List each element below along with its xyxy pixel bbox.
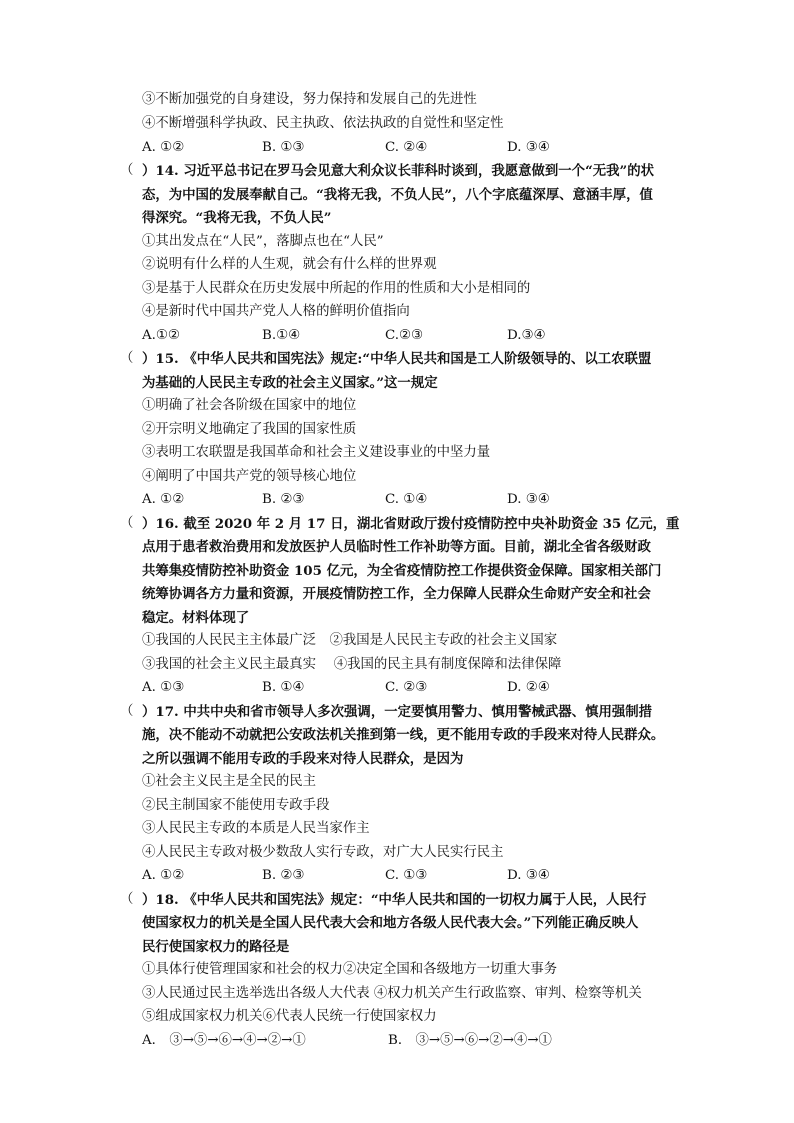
q14-option-2: ②说明有什么样的人生观，就会有什么样的世界观 <box>142 257 437 272</box>
q18-options-line-3: ⑤组成国家权力机关⑥代表人民统一行使国家权力 <box>142 1009 437 1024</box>
q15-stem-line-2: 为基础的人民民主专政的社会主义国家。”这一规定 <box>142 375 438 391</box>
q15-option-4: ④阐明了中国共产党的领导核心地位 <box>142 469 357 484</box>
q15-choice-a: A. ①② <box>142 492 185 507</box>
q15-option-3: ③表明工农联盟是我国革命和社会主义建设事业的中坚力量 <box>142 445 491 460</box>
q14-option-1: ①其出发点在“人民”，落脚点也在“人民” <box>142 234 384 249</box>
q13-choice-a: A. ①② <box>142 140 185 155</box>
q14-choice-a: A.①② <box>142 328 180 343</box>
q16-answer-paren: （ <box>120 516 134 531</box>
q17-choice-c: C. ①③ <box>385 868 428 883</box>
q16-choice-a: A. ①③ <box>142 680 185 695</box>
q13-choice-d: D. ③④ <box>507 140 550 155</box>
q18-stem-line-2: 使国家权力的机关是全国人民代表大会和地方各级人民代表大会。”下列能正确反映人 <box>142 915 639 931</box>
q15-answer-paren: （ <box>120 351 134 366</box>
q18-stem-line-3: 民行使国家权力的路径是 <box>142 939 290 955</box>
q14-choice-c: C.②③ <box>385 328 424 343</box>
q15-choice-b: B. ②③ <box>262 492 305 507</box>
q18-stem-line-1: ）18. 《中华人民共和国宪法》规定：“中华人民共和国的一切权力属于人民，人民行 <box>142 892 647 908</box>
q16-stem-line-1: ）16. 截至 2020 年 2 月 17 日，湖北省财政厅拨付疫情防控中央补助资金 35 亿元，重 <box>142 516 680 532</box>
q16-stem-line-4: 统筹协调各方力量和资源，开展疫情防控工作，全力保障人民群众生命财产安全和社会 <box>142 586 651 602</box>
q15-stem-line-1: ）15. 《中华人民共和国宪法》规定:“中华人民共和国是工人阶级领导的、以工农联盟 <box>142 351 652 367</box>
q15-choice-c: C. ①④ <box>385 492 428 507</box>
q17-option-3: ③人民民主专政的本质是人民当家作主 <box>142 821 370 836</box>
q14-stem-line-3: 得深究。“我将无我，不负人民” <box>142 210 332 226</box>
q14-stem-line-1: ）14. 习近平总书记在罗马会见意大利众议长菲科时谈到，我愿意做到一个“无我”的状 <box>142 163 655 179</box>
q16-options-line-1: ①我国的人民民主主体最广泛 ②我国是人民民主专政的社会主义国家 <box>142 633 558 648</box>
q17-stem-line-1: ）17. 中共中央和省市领导人多次强调，一定要慎用警力、慎用警械武器、慎用强制措 <box>142 704 653 720</box>
q18-choice-a: A． ③→⑤→⑥→④→②→① <box>142 1033 306 1048</box>
q15-option-1: ①明确了社会各阶级在国家中的地位 <box>142 398 357 413</box>
q17-stem-line-3: 之所以强调不能用专政的手段来对待人民群众，是因为 <box>142 751 464 767</box>
q13-choice-b: B. ①③ <box>262 140 305 155</box>
q16-stem-line-5: 稳定。材料体现了 <box>142 610 250 626</box>
q17-option-4: ④人民民主专政对极少数敌人实行专政，对广大人民实行民主 <box>142 845 504 860</box>
q14-option-4: ④是新时代中国共产党人人格的鲜明价值指向 <box>142 304 410 319</box>
q17-choice-d: D. ③④ <box>507 868 550 883</box>
q13-option-3: ③不断加强党的自身建设，努力保持和发展自己的先进性 <box>142 92 477 107</box>
q18-answer-paren: （ <box>120 892 134 907</box>
q15-option-2: ②开宗明义地确定了我国的国家性质 <box>142 422 357 437</box>
q14-choice-d: D.③④ <box>507 328 546 343</box>
q14-stem-line-2: 态，为中国的发展奉献自己。“我将无我，不负人民”，八个字底蕴深厚、意涵丰厚，值 <box>142 187 653 203</box>
q13-option-4: ④不断增强科学执政、民主执政、依法执政的自觉性和坚定性 <box>142 116 504 131</box>
q18-options-line-1: ①具体行使管理国家和社会的权力②决定全国和各级地方一切重大事务 <box>142 962 558 977</box>
q16-options-line-2: ③我国的社会主义民主最真实 ④我国的民主具有制度保障和法律保障 <box>142 657 562 672</box>
q16-choice-b: B. ①④ <box>262 680 305 695</box>
q17-answer-paren: （ <box>120 704 134 719</box>
q14-choice-b: B.①④ <box>262 328 301 343</box>
q16-stem-line-2: 点用于患者救治费用和发放医护人员临时性工作补助等方面。目前，湖北全省各级财政 <box>142 539 651 555</box>
q17-option-2: ②民主制国家不能使用专政手段 <box>142 798 330 813</box>
q17-choice-a: A. ①② <box>142 868 185 883</box>
q15-choice-d: D. ③④ <box>507 492 550 507</box>
q14-answer-paren: （ <box>120 163 134 178</box>
q16-stem-line-3: 共筹集疫情防控补助资金 105 亿元，为全省疫情防控工作提供资金保障。国家相关部门 <box>142 563 662 579</box>
q14-option-3: ③是基于人民群众在历史发展中所起的作用的性质和大小是相同的 <box>142 281 531 296</box>
q16-choice-c: C. ②③ <box>385 680 428 695</box>
q16-choice-d: D. ②④ <box>507 680 550 695</box>
q18-options-line-2: ③人民通过民主选举选出各级人大代表 ④权力机关产生行政监察、审判、检察等机关 <box>142 986 642 1001</box>
q18-choice-b: B． ③→⑤→⑥→②→④→① <box>388 1033 552 1048</box>
q17-option-1: ①社会主义民主是全民的民主 <box>142 774 317 789</box>
q17-choice-b: B. ②③ <box>262 868 305 883</box>
q17-stem-line-2: 施，决不能动不动就把公安政法机关推到第一线，更不能用专政的手段来对待人民群众。 <box>142 727 665 743</box>
q13-choice-c: C. ②④ <box>385 140 428 155</box>
